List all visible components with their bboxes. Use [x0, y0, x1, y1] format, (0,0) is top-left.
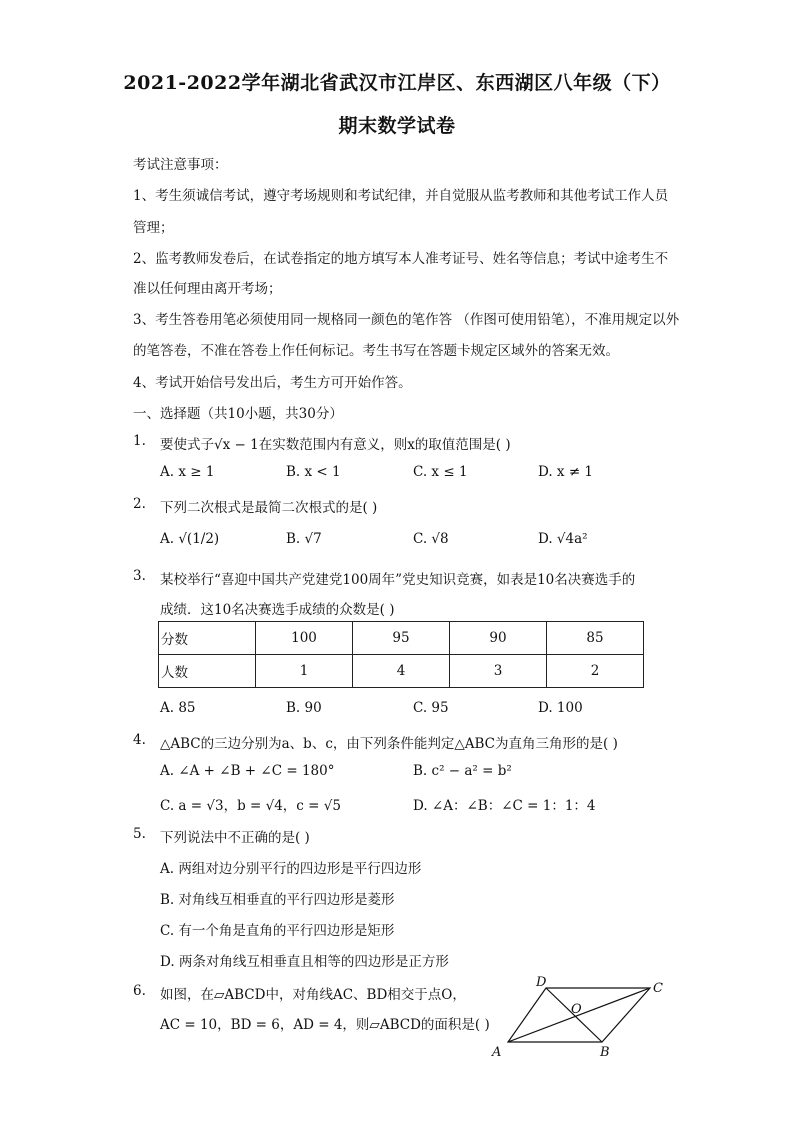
question-text: 下列说法中不正确的是( ): [160, 830, 310, 846]
exam-title-line2: 期末数学试卷: [338, 115, 456, 137]
table-cell: 人数: [159, 655, 256, 688]
table-cell: 1: [256, 655, 353, 688]
option-b: B. 对角线互相垂直的平行四边形是菱形: [160, 892, 395, 908]
notice-line: 准以任何理由离开考场；: [133, 281, 282, 297]
option-c: C. x ≤ 1: [413, 464, 468, 480]
question-number: 2.: [133, 496, 146, 512]
vertex-label-b: B: [600, 1045, 610, 1060]
question-text-cont: 成绩．这10名决赛选手成绩的众数是( ): [160, 602, 395, 618]
question-number: 5.: [133, 826, 146, 842]
question-text: 要使式子√x − 1在实数范围内有意义，则x的取值范围是( ): [160, 437, 511, 453]
question-number: 4.: [133, 732, 146, 748]
option-c: C. 95: [413, 700, 449, 716]
notice-line: 4、考试开始信号发出后，考生方可开始作答。: [133, 375, 412, 391]
option-a: A. 两组对边分别平行的四边形是平行四边形: [160, 861, 422, 877]
table-cell: 95: [353, 622, 450, 655]
question-text: △ABC的三边分别为a、b、c，由下列条件能判定△ABC为直角三角形的是( ): [160, 736, 618, 752]
table-cell: 分数: [159, 622, 256, 655]
question-number: 6.: [133, 983, 146, 999]
vertex-label-c: C: [653, 981, 663, 996]
option-c: C. 有一个角是直角的平行四边形是矩形: [160, 923, 395, 939]
notice-line: 1、考生须诚信考试，遵守考场规则和考试纪律，并自觉服从监考教师和其他考试工作人员: [133, 188, 669, 204]
option-b: B. c² − a² = b²: [413, 763, 512, 779]
option-c: C. √8: [413, 531, 449, 547]
question-number: 3.: [133, 568, 146, 584]
vertex-label-a: A: [492, 1045, 502, 1060]
section-title: 一、选择题（共10小题，共30分）: [133, 406, 343, 422]
option-a: A. √(1/2): [160, 531, 220, 547]
notice-line: 管理；: [133, 220, 174, 236]
parallelogram-figure: [488, 972, 678, 1062]
table-cell: 4: [353, 655, 450, 688]
exam-title-line1: 2021-2022学年湖北省武汉市江岸区、东西湖区八年级（下）: [123, 72, 671, 94]
vertex-label-d: D: [536, 975, 547, 990]
option-b: B. 90: [286, 700, 322, 716]
option-a: A. x ≥ 1: [160, 464, 215, 480]
table-cell: 85: [547, 622, 644, 655]
option-d: D. ∠A：∠B：∠C = 1：1：4: [413, 798, 596, 814]
question-text: 如图，在▱ABCD中，对角线AC、BD相交于点O，: [160, 987, 466, 1003]
option-a: A. 85: [160, 700, 196, 716]
notice-heading: 考试注意事项：: [133, 157, 228, 173]
notice-line: 3、考生答卷用笔必须使用同一规格同一颜色的笔作答 （作图可使用铅笔），不准用规定以外: [133, 312, 680, 328]
option-a: A. ∠A + ∠B + ∠C = 180°: [160, 763, 335, 779]
table-row: [159, 622, 644, 655]
notice-line: 的笔答卷，不准在答卷上作任何标记。考生书写在答题卡规定区域外的答案无效。: [133, 343, 619, 359]
question-text: 下列二次根式是最简二次根式的是( ): [160, 500, 378, 516]
option-b: B. x < 1: [286, 464, 341, 480]
table-cell: 2: [547, 655, 644, 688]
option-d: D. √4a²: [538, 531, 588, 547]
option-b: B. √7: [286, 531, 322, 547]
option-d: D. x ≠ 1: [538, 464, 594, 480]
score-table: [158, 621, 644, 688]
option-c: C. a = √3，b = √4，c = √5: [160, 798, 341, 814]
option-d: D. 100: [538, 700, 583, 716]
table-cell: 100: [256, 622, 353, 655]
question-number: 1.: [133, 433, 146, 449]
notice-line: 2、监考教师发卷后，在试卷指定的地方填写本人准考证号、姓名等信息；考试中途考生不: [133, 251, 669, 267]
question-text-cont: AC = 10，BD = 6，AD = 4，则▱ABCD的面积是( ): [160, 1017, 490, 1033]
table-row: [159, 655, 644, 688]
table-cell: 3: [450, 655, 547, 688]
table-cell: 90: [450, 622, 547, 655]
point-label-o: O: [571, 1002, 582, 1017]
question-text: 某校举行“喜迎中国共产党建党100周年”党史知识竞赛，如表是10名决赛选手的: [160, 572, 636, 588]
option-d: D. 两条对角线互相垂直且相等的四边形是正方形: [160, 954, 449, 970]
